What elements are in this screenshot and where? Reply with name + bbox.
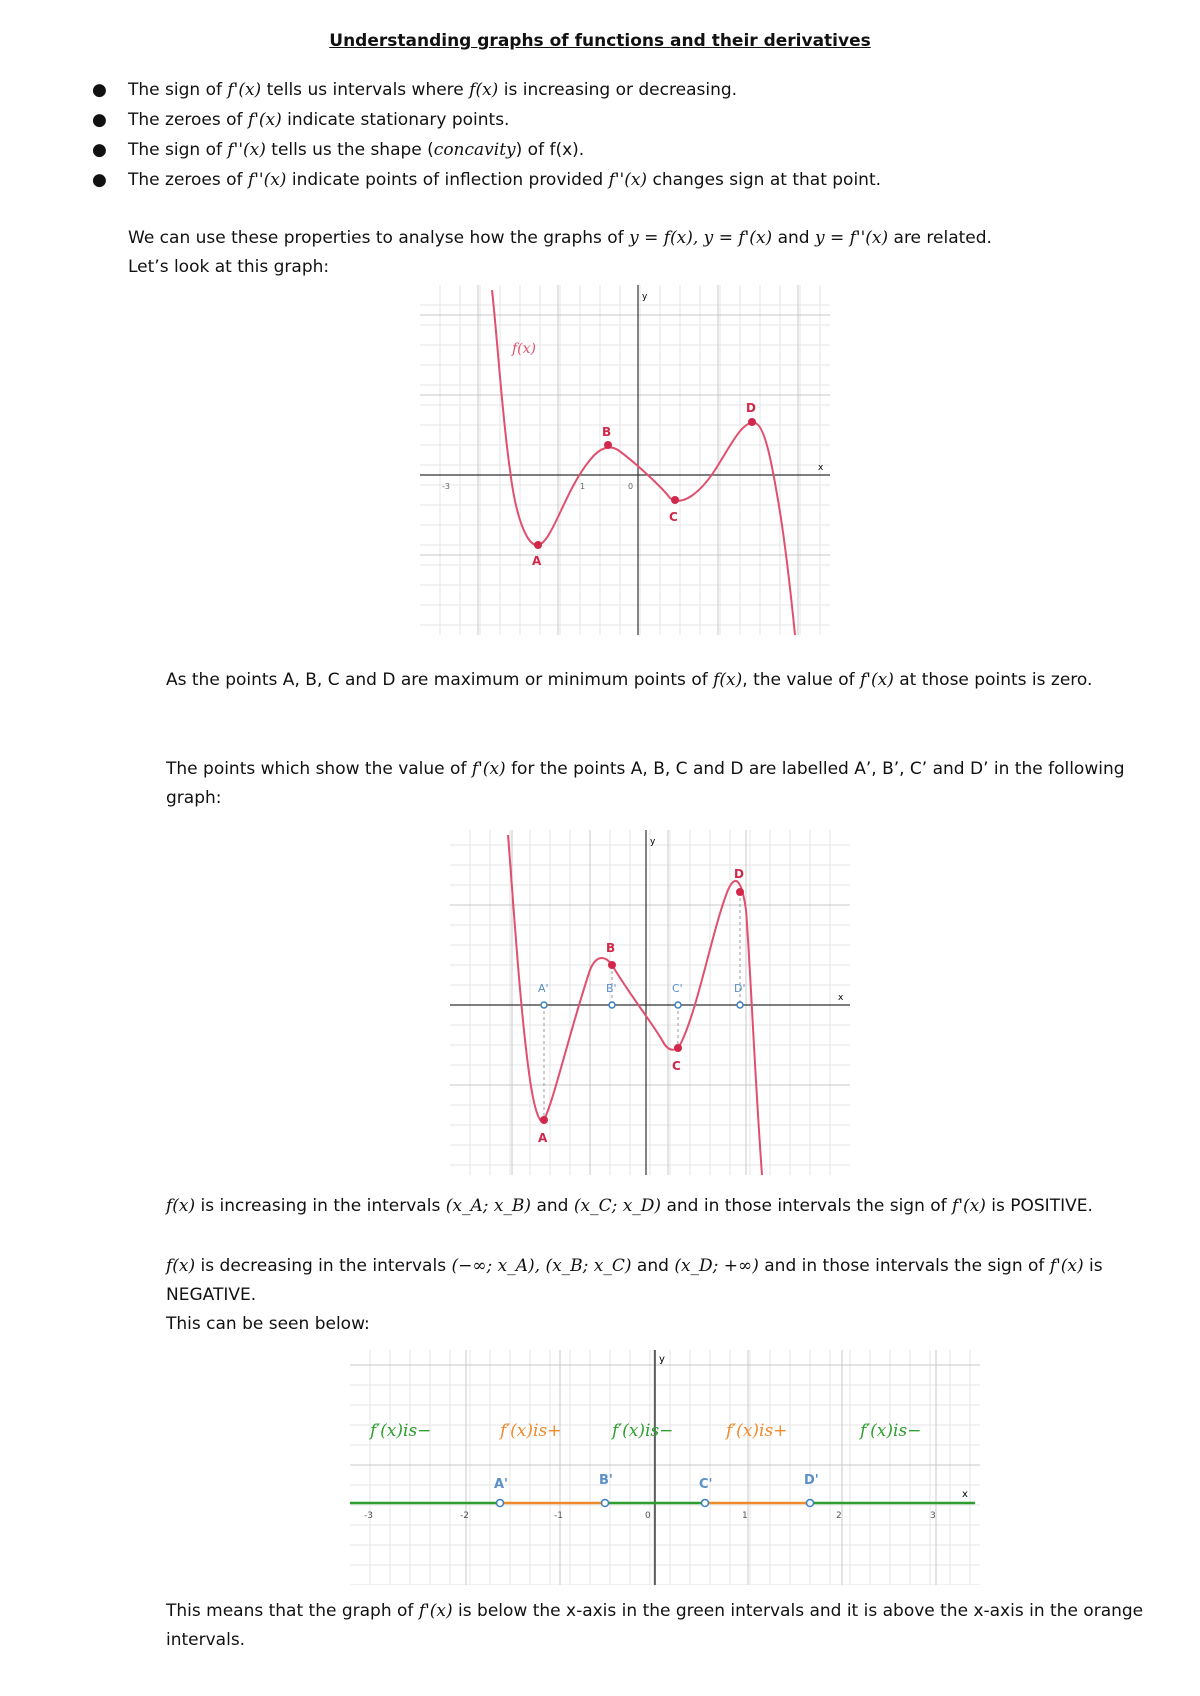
para-text: This can be seen below:	[166, 1314, 370, 1334]
bullet-text: is increasing or decreasing.	[498, 80, 738, 100]
point-a	[540, 1116, 548, 1124]
tick-label: 2	[836, 1511, 842, 1521]
prime-label: B'	[606, 982, 617, 995]
point-b	[608, 961, 616, 969]
intro-paragraph	[128, 224, 1168, 282]
math-expression: (x_C; x_D)	[573, 1196, 662, 1216]
intro-text: We can use these properties to analyse how the graphs of	[128, 228, 630, 248]
tick-label: 3	[930, 1511, 936, 1521]
tick-label: 1	[742, 1511, 748, 1521]
math-expression: y = f(x), y = f'(x)	[629, 228, 773, 248]
math-expression: f(x)	[713, 670, 743, 690]
paragraph-stationary	[166, 666, 1146, 695]
para-text: and in those intervals the sign of	[758, 1256, 1050, 1276]
para-text: for the points A, B, C and D are labelled A’, B’, C’ and D’ in the following graph:	[166, 759, 1125, 808]
point-label-b: B	[606, 941, 616, 955]
point-label-c: C	[672, 1059, 681, 1073]
bullet-item	[92, 76, 1148, 104]
bullet-icon: ●	[92, 80, 107, 100]
para-text: is decreasing in the intervals	[195, 1256, 452, 1276]
bullet-text: The zeroes of	[128, 170, 248, 190]
tick-label: 1	[580, 482, 586, 491]
prime-label: B'	[599, 1473, 613, 1488]
math-expression: f''(x)	[247, 170, 287, 190]
math-expression: f''(x)	[608, 170, 648, 190]
tick-label: -3	[364, 1511, 373, 1521]
point-d-prime	[737, 1002, 743, 1008]
math-expression: (x_A; x_B)	[445, 1196, 532, 1216]
bullet-text: indicate points of inflection provided	[286, 170, 609, 190]
y-axis-label: y	[650, 837, 656, 847]
para-text: As the points A, B, C and D are maximum or minimum points of	[166, 670, 714, 690]
bullet-text: The sign of	[128, 140, 228, 160]
math-expression: f'(x)	[227, 80, 262, 100]
tick-label: -1	[554, 1511, 563, 1521]
math-expression: f(x)	[166, 1256, 196, 1276]
paragraph-primes	[166, 755, 1146, 813]
point-d	[748, 418, 756, 426]
point-label-c: C	[669, 510, 678, 524]
point-a	[534, 541, 542, 549]
bullet-text: indicate stationary points.	[281, 110, 510, 130]
para-text: The points which show the value of	[166, 759, 472, 779]
para-text: is increasing in the intervals	[195, 1196, 446, 1216]
para-text: at those points is zero.	[893, 670, 1093, 690]
point-d-prime	[807, 1500, 814, 1507]
para-text: is NEGATIVE.	[166, 1256, 1103, 1305]
bullet-item	[92, 136, 1148, 164]
bullet-text: tells us the shape (	[265, 140, 434, 160]
prime-label: C'	[699, 1477, 713, 1492]
x-axis-label: x	[962, 1489, 968, 1500]
math-expression: f''(x)	[227, 140, 266, 160]
sign-label-negative: f′(x)is−	[612, 1421, 674, 1441]
point-d	[736, 888, 744, 896]
y-axis-label: y	[642, 292, 648, 302]
para-text: This means that the graph of	[166, 1601, 419, 1621]
bullet-text: The sign of	[128, 80, 228, 100]
math-expression: f'(x)	[471, 759, 506, 779]
math-expression: f(x)	[469, 80, 499, 100]
sign-label-negative: f′(x)is−	[860, 1421, 922, 1441]
math-expression: (x_D; +∞)	[674, 1256, 759, 1276]
bullet-icon: ●	[92, 110, 107, 130]
paragraph-increasing	[166, 1192, 1146, 1221]
point-c	[671, 496, 679, 504]
point-c-prime	[702, 1500, 709, 1507]
page-title: Understanding graphs of functions and their derivatives	[329, 31, 871, 51]
math-expression: f'(x)	[860, 670, 894, 690]
graph-sign-intervals	[350, 1350, 980, 1585]
point-label-d: D	[746, 401, 756, 415]
point-a-prime	[497, 1500, 504, 1507]
point-label-a: A	[538, 1131, 548, 1145]
para-text: is POSITIVE.	[985, 1196, 1093, 1216]
intro-text: and	[772, 228, 815, 248]
sign-label-positive: f′(x)is+	[726, 1421, 788, 1441]
point-label-a: A	[532, 554, 542, 568]
bullet-item	[92, 106, 1148, 134]
tick-label: 0	[645, 1511, 651, 1521]
point-label-d: D	[734, 867, 744, 881]
graph-f-of-x	[420, 285, 830, 635]
point-b-prime	[609, 1002, 615, 1008]
math-expression: f'(x)	[1049, 1256, 1084, 1276]
point-label-b: B	[602, 425, 612, 439]
bullet-text: tells us intervals where	[261, 80, 470, 100]
math-expression: (−∞; x_A), (x_B; x_C)	[451, 1256, 632, 1276]
graph-f-with-primes	[450, 830, 850, 1175]
prime-label: A'	[494, 1477, 509, 1492]
prime-label: D'	[804, 1473, 819, 1488]
f-curve	[492, 290, 795, 635]
paragraph-decreasing	[166, 1252, 1146, 1339]
sign-label-negative: f′(x)is−	[370, 1421, 432, 1441]
para-text: and	[631, 1256, 675, 1276]
prime-label: A'	[538, 982, 549, 995]
intro-text: Let’s look at this graph:	[128, 257, 330, 277]
y-axis-label: y	[659, 1354, 665, 1365]
bullet-item	[92, 166, 1148, 194]
curve-label: f(x)	[512, 341, 537, 357]
intro-text: are related.	[888, 228, 992, 248]
para-text: and	[531, 1196, 574, 1216]
math-expression: f'(x)	[952, 1196, 986, 1216]
para-text: and in those intervals the sign of	[661, 1196, 953, 1216]
bullet-text: ) of f(x).	[515, 140, 585, 160]
paragraph-conclusion	[166, 1597, 1146, 1655]
math-expression: concavity	[433, 140, 516, 160]
x-axis-label: x	[818, 463, 824, 473]
tick-label: -2	[460, 1511, 469, 1521]
math-expression: f(x)	[166, 1196, 196, 1216]
bullet-icon: ●	[92, 170, 107, 190]
point-b-prime	[602, 1500, 609, 1507]
para-text: , the value of	[742, 670, 861, 690]
bullet-text: changes sign at that point.	[647, 170, 882, 190]
point-b	[604, 441, 612, 449]
math-expression: f'(x)	[247, 110, 282, 130]
bullet-icon: ●	[92, 140, 107, 160]
sign-label-positive: f′(x)is+	[500, 1421, 562, 1441]
x-axis-label: x	[838, 993, 844, 1003]
prime-label: C'	[672, 982, 683, 995]
para-text: is below the x-axis in the green intervals and it is above the x-axis in the orange intervals.	[166, 1601, 1144, 1650]
point-c-prime	[675, 1002, 681, 1008]
tick-label: 0	[628, 482, 634, 491]
point-c	[674, 1044, 682, 1052]
math-expression: y = f''(x)	[814, 228, 889, 248]
point-a-prime	[541, 1002, 547, 1008]
tick-label: -3	[442, 482, 450, 491]
prime-label: D'	[734, 982, 746, 995]
bullet-text: The zeroes of	[128, 110, 248, 130]
math-expression: f'(x)	[418, 1601, 453, 1621]
